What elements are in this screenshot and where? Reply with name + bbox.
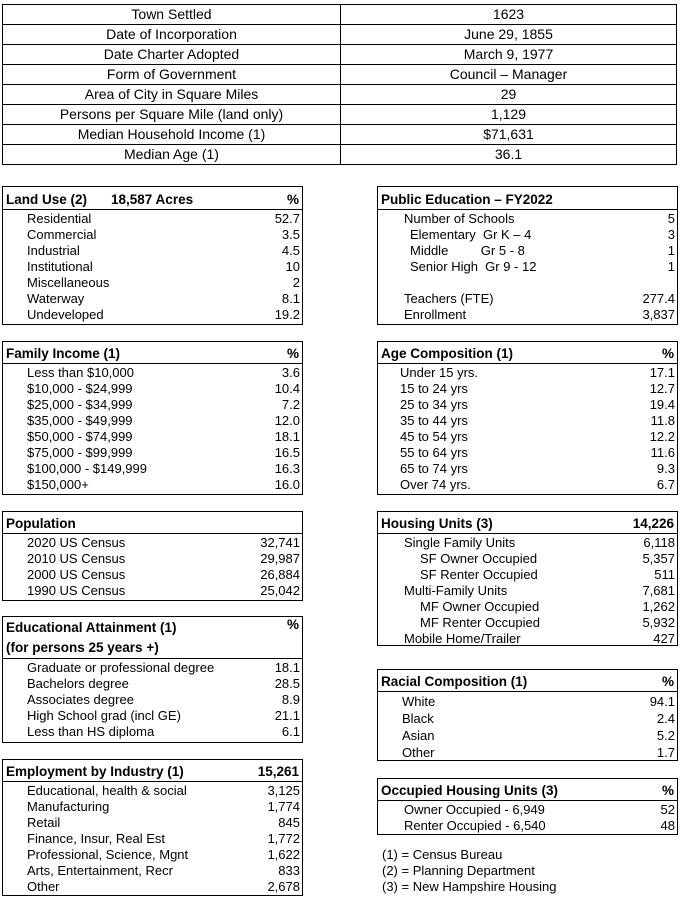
row-label: Miscellaneous [27, 275, 110, 290]
summary-label: Persons per Square Mile (land only) [3, 105, 341, 125]
section-title: Educational Attainment (1) [6, 620, 177, 635]
table-row [378, 615, 677, 631]
row-label: Institutional [27, 259, 93, 274]
row-value: 19.4 [649, 397, 675, 412]
row-label: Industrial [27, 243, 80, 258]
table-row [3, 413, 302, 429]
table-row [378, 710, 677, 727]
section-title-group [6, 346, 120, 361]
section-title: Public Education – FY2022 [381, 192, 553, 207]
section-rows [378, 210, 677, 323]
racial-composition-table [377, 669, 678, 761]
row-label: Under 15 yrs. [400, 365, 479, 380]
row-value: 32,741 [260, 535, 300, 550]
section-header [378, 512, 677, 534]
table-row [3, 708, 302, 724]
table-row [378, 461, 677, 477]
section-title-group [381, 783, 558, 798]
summary-row [3, 145, 677, 165]
table-row [3, 831, 302, 847]
row-label: Enrollment [404, 307, 467, 322]
section-rows [378, 364, 677, 493]
table-row [3, 692, 302, 708]
row-label: Over 74 yrs. [400, 477, 471, 492]
row-value: 16.3 [274, 461, 300, 476]
row-label: High School grad (incl GE) [27, 708, 181, 723]
row-label: 65 to 74 yrs [400, 461, 468, 476]
row-value: 8.1 [281, 291, 300, 306]
table-row [378, 744, 677, 761]
summary-row [3, 25, 677, 45]
table-row [3, 676, 302, 692]
table-row [378, 818, 677, 834]
row-value: 5,357 [642, 551, 675, 566]
section-rows [3, 782, 302, 895]
section-rows [378, 534, 677, 647]
section-unit: % [286, 192, 299, 207]
row-label: Finance, Insur, Real Est [27, 831, 166, 846]
section-title: Occupied Housing Units (3) [381, 783, 559, 798]
section-header [378, 187, 677, 210]
section-header [3, 187, 302, 210]
row-value: 7,681 [642, 583, 675, 598]
summary-label: Date Charter Adopted [3, 45, 341, 65]
table-row [378, 445, 677, 461]
row-label: Less than $10,000 [27, 365, 134, 380]
footnote: (3) = New Hampshire Housing [382, 879, 557, 894]
table-row [3, 535, 302, 551]
section-unit: % [286, 346, 299, 361]
row-value: 1 [667, 259, 675, 274]
summary-value: June 29, 1855 [341, 25, 677, 45]
table-row [3, 243, 302, 259]
family-income-table [2, 341, 303, 495]
row-value: 3.6 [281, 365, 300, 380]
row-label: $50,000 - $74,999 [27, 429, 133, 444]
row-value: 12.0 [274, 413, 300, 428]
table-row [3, 307, 302, 323]
section-subtitle: 18,587 Acres [111, 192, 194, 207]
row-value: 6,118 [643, 535, 675, 550]
section-rows [378, 801, 677, 834]
row-label: Bachelors degree [27, 676, 129, 691]
summary-row [3, 5, 677, 25]
footnote: (1) = Census Bureau [382, 847, 503, 862]
summary-label: Median Household Income (1) [3, 125, 341, 145]
row-label: Waterway [27, 291, 85, 306]
row-label: Black [402, 711, 434, 726]
table-row [378, 397, 677, 413]
row-label: Undeveloped [27, 307, 104, 322]
row-value: 3,125 [267, 783, 300, 798]
section-rows [378, 692, 677, 761]
summary-row [3, 45, 677, 65]
row-value: 19.2 [274, 307, 300, 322]
table-row [3, 397, 302, 413]
table-row [378, 727, 677, 744]
row-value: 833 [278, 863, 300, 878]
row-value: 277.4 [642, 291, 675, 306]
row-value: 1 [667, 243, 675, 258]
summary-label: Date of Incorporation [3, 25, 341, 45]
section-title-group [381, 516, 493, 531]
table-row [3, 227, 302, 243]
table-row [3, 445, 302, 461]
summary-value: 1,129 [341, 105, 677, 125]
row-value: 2,678 [267, 879, 300, 894]
row-label: MF Owner Occupied [420, 599, 540, 614]
row-label: 55 to 64 yrs [400, 445, 468, 460]
section-title: Family Income (1) [6, 346, 121, 361]
row-value: 3,837 [642, 307, 675, 322]
table-row [378, 259, 677, 275]
section-title: Housing Units (3) [381, 516, 493, 531]
row-label: Renter Occupied - 6,540 [404, 818, 546, 833]
summary-value: Council – Manager [341, 65, 677, 85]
row-label: Arts, Entertainment, Recr [27, 863, 173, 878]
table-row [378, 275, 677, 291]
row-label: Educational, health & social [27, 783, 187, 798]
section-unit: % [286, 617, 299, 632]
row-value: 25,042 [260, 583, 300, 598]
row-label: 2020 US Census [27, 535, 126, 550]
row-value: 21.1 [274, 708, 300, 723]
housing-units-table [377, 511, 678, 646]
section-title-group [6, 618, 177, 658]
section-rows [3, 534, 302, 599]
footnotes [382, 847, 556, 895]
table-row [3, 863, 302, 879]
section-rows [3, 210, 302, 323]
section-subtitle: (for persons 25 years +) [6, 640, 159, 655]
section-title: Land Use (2) [6, 192, 88, 207]
table-row [3, 259, 302, 275]
row-label: 35 to 44 yrs [400, 413, 468, 428]
table-row [3, 365, 302, 381]
row-value: 3.5 [281, 227, 300, 242]
table-row [3, 291, 302, 307]
row-value: 1,622 [267, 847, 300, 862]
row-label: Owner Occupied - 6,949 [404, 802, 545, 817]
row-label: Teachers (FTE) [404, 291, 494, 306]
row-value: 1,774 [267, 799, 300, 814]
row-label: $35,000 - $49,999 [27, 413, 133, 428]
summary-value: 29 [341, 85, 677, 105]
row-label: SF Renter Occupied [420, 567, 538, 582]
row-value: 48 [660, 818, 675, 833]
row-value: 16.0 [274, 477, 300, 492]
row-value: 1.7 [656, 745, 675, 760]
age-composition-table [377, 341, 678, 495]
row-value: 52.7 [274, 211, 300, 226]
row-value: 9.3 [656, 461, 675, 476]
row-label: 2000 US Census [27, 567, 126, 582]
table-row [378, 365, 677, 381]
row-value: 1,262 [642, 599, 675, 614]
summary-row [3, 105, 677, 125]
summary-value: $71,631 [341, 125, 677, 145]
row-label: Number of Schools [404, 211, 515, 226]
row-label: $75,000 - $99,999 [27, 445, 133, 460]
section-header [3, 617, 302, 659]
row-value: 26,884 [260, 567, 300, 582]
row-label: 25 to 34 yrs [400, 397, 468, 412]
table-row [3, 429, 302, 445]
table-row [378, 413, 677, 429]
row-value: 5,932 [642, 615, 675, 630]
summary-table [2, 4, 677, 165]
row-value: 10.4 [274, 381, 300, 396]
row-value: 7.2 [281, 397, 300, 412]
row-label: Manufacturing [27, 799, 110, 814]
table-row [378, 291, 677, 307]
section-unit: % [661, 346, 674, 361]
row-value: 10 [285, 259, 300, 274]
land-use-table [2, 186, 303, 325]
occupied-housing-table [377, 778, 678, 835]
section-rows [3, 364, 302, 493]
section-title-group [381, 674, 527, 689]
row-label [378, 275, 404, 291]
row-label: Asian [402, 728, 435, 743]
row-label: Other [402, 745, 435, 760]
section-unit: % [661, 783, 674, 798]
row-label: $100,000 - $149,999 [27, 461, 147, 476]
row-value: 2 [292, 275, 300, 290]
row-value: 52 [660, 802, 675, 817]
table-row [378, 599, 677, 615]
table-row [378, 243, 677, 259]
row-value: 2.4 [656, 711, 675, 726]
table-row [378, 551, 677, 567]
summary-row [3, 65, 677, 85]
section-title-group [381, 192, 553, 207]
row-value: 12.7 [649, 381, 675, 396]
section-title-group [6, 192, 193, 207]
row-label: 1990 US Census [27, 583, 126, 598]
table-row [3, 275, 302, 291]
row-value: 6.1 [281, 724, 300, 739]
row-value: 3 [667, 227, 675, 242]
employment-table [2, 759, 303, 896]
row-value: 18.1 [274, 429, 300, 444]
section-header [3, 760, 302, 782]
table-row [3, 551, 302, 567]
row-label: $10,000 - $24,999 [27, 381, 133, 396]
row-label: White [402, 694, 436, 709]
row-value: 16.5 [274, 445, 300, 460]
summary-value: 1623 [341, 5, 677, 25]
summary-label: Form of Government [3, 65, 341, 85]
row-label: Middle Gr 5 - 8 [410, 243, 525, 258]
row-value: 11.8 [650, 413, 675, 428]
section-title-group [381, 346, 513, 361]
population-table [2, 511, 303, 601]
section-unit: 15,261 [257, 764, 299, 779]
row-label: Elementary Gr K – 4 [410, 227, 532, 242]
row-label: Multi-Family Units [404, 583, 508, 598]
row-value: 28.5 [274, 676, 300, 691]
row-value: 845 [278, 815, 300, 830]
row-label: Associates degree [27, 692, 134, 707]
section-header [378, 779, 677, 801]
section-header [378, 670, 677, 692]
row-label: Retail [27, 815, 61, 830]
table-row [3, 211, 302, 227]
table-row [3, 583, 302, 599]
section-title: Employment by Industry (1) [6, 764, 184, 779]
table-row [378, 535, 677, 551]
row-label: Commercial [27, 227, 97, 242]
section-rows [3, 659, 302, 740]
section-unit: % [661, 674, 674, 689]
row-value: 12.2 [649, 429, 675, 444]
table-row [3, 724, 302, 740]
row-value: 94.1 [649, 694, 675, 709]
section-unit: 14,226 [632, 516, 674, 531]
educational-attainment-table [2, 616, 303, 743]
table-row [3, 567, 302, 583]
row-value: 18.1 [274, 660, 300, 675]
table-row [378, 583, 677, 599]
public-education-table [377, 186, 678, 325]
section-title-group [6, 516, 76, 531]
table-row [378, 211, 677, 227]
row-label: Less than HS diploma [27, 724, 155, 739]
section-title-group [6, 764, 184, 779]
table-row [378, 381, 677, 397]
row-label: Single Family Units [404, 535, 516, 550]
row-value: 4.5 [281, 243, 300, 258]
row-label: 2010 US Census [27, 551, 126, 566]
row-label: Senior High Gr 9 - 12 [410, 259, 537, 274]
row-label: Residential [27, 211, 92, 226]
row-value: 6.7 [656, 477, 675, 492]
section-title: Age Composition (1) [381, 346, 513, 361]
table-row [378, 227, 677, 243]
row-label: $25,000 - $34,999 [27, 397, 133, 412]
row-label: MF Renter Occupied [420, 615, 540, 630]
row-value: 427 [653, 631, 675, 646]
row-label: Mobile Home/Trailer [404, 631, 521, 646]
row-value: 5.2 [656, 728, 675, 743]
row-value: 8.9 [281, 692, 300, 707]
table-row [3, 381, 302, 397]
row-label: $150,000+ [27, 477, 89, 492]
row-value: 11.6 [650, 445, 675, 460]
row-label: 15 to 24 yrs [400, 381, 468, 396]
summary-label: Town Settled [3, 5, 341, 25]
section-title: Racial Composition (1) [381, 674, 528, 689]
table-row [3, 783, 302, 799]
summary-value: 36.1 [341, 145, 677, 165]
table-row [3, 461, 302, 477]
table-row [3, 815, 302, 831]
table-row [378, 631, 677, 647]
section-header [378, 342, 677, 364]
summary-label: Median Age (1) [3, 145, 341, 165]
table-row [3, 660, 302, 676]
section-header [3, 512, 302, 534]
table-row [378, 429, 677, 445]
row-value: 511 [654, 567, 675, 582]
section-header [3, 342, 302, 364]
row-label: Other [27, 879, 60, 894]
table-row [378, 693, 677, 710]
row-label: Professional, Science, Mgnt [27, 847, 189, 862]
table-row [3, 847, 302, 863]
table-row [378, 307, 677, 323]
summary-row [3, 125, 677, 145]
summary-label: Area of City in Square Miles [3, 85, 341, 105]
section-title: Population [6, 516, 76, 531]
table-row [3, 799, 302, 815]
row-label: SF Owner Occupied [420, 551, 538, 566]
row-value: 5 [667, 211, 675, 226]
table-row [378, 567, 677, 583]
footnote: (2) = Planning Department [382, 863, 535, 878]
table-row [378, 477, 677, 493]
summary-row [3, 85, 677, 105]
row-value: 17.1 [649, 365, 675, 380]
table-row [3, 477, 302, 493]
row-value: 29,987 [260, 551, 300, 566]
table-row [378, 802, 677, 818]
table-row [3, 879, 302, 895]
summary-value: March 9, 1977 [341, 45, 677, 65]
row-label: Graduate or professional degree [27, 660, 215, 675]
row-value: 1,772 [267, 831, 300, 846]
row-label: 45 to 54 yrs [400, 429, 468, 444]
